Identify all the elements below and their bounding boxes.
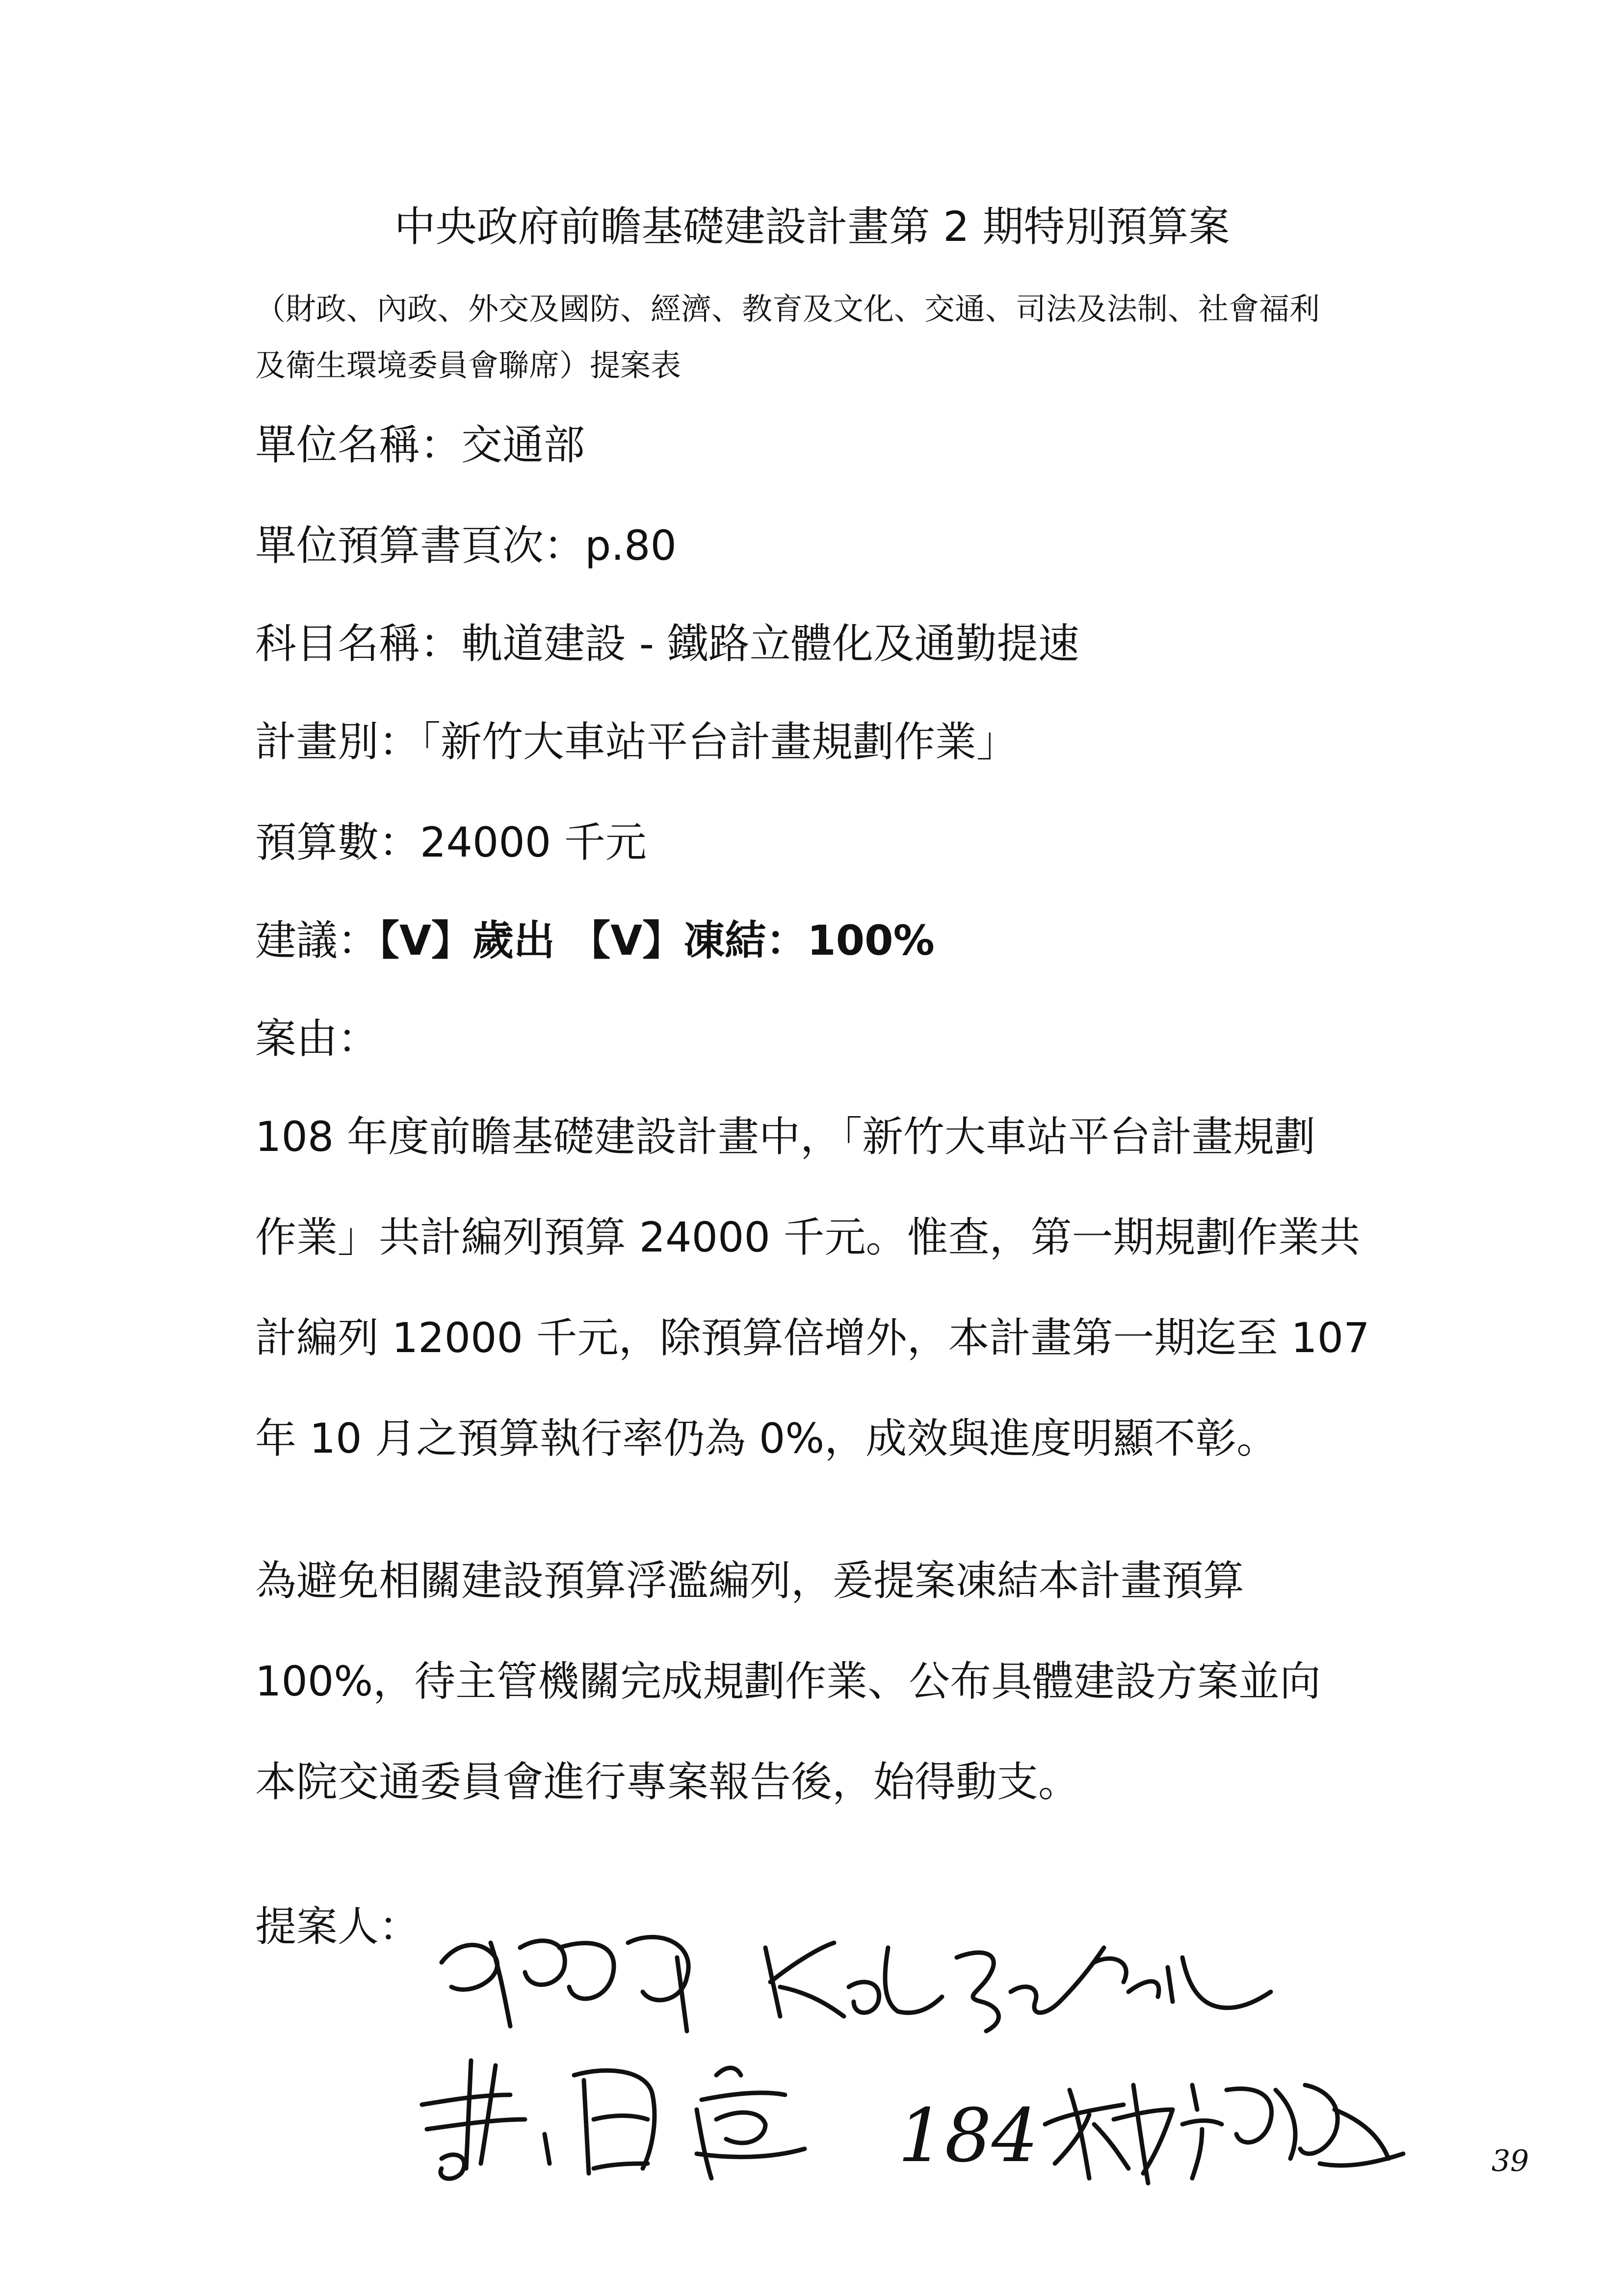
plan-name: 計畫別：「新竹大車站平台計畫規劃作業」	[255, 718, 1018, 766]
signature-1	[442, 1937, 688, 2031]
proposer-label: 提案人：	[255, 1903, 420, 1951]
budget-page: 單位預算書頁次：p.80	[255, 522, 677, 570]
committee-line-2: 及衛生環境委員會聯席）提案表	[255, 347, 681, 383]
reason-line: 108 年度前瞻基礎建設計畫中，「新竹大車站平台計畫規劃	[255, 1113, 1316, 1161]
reason-line: 為避免相關建設預算浮濫編列，爰提案凍結本計畫預算	[255, 1557, 1245, 1605]
suggestion-value: 【V】歲出 【V】凍結：100%	[379, 916, 935, 965]
signature-number: 184	[898, 2093, 1039, 2179]
subject-name: 科目名稱：軌道建設 - 鐵路立體化及通勤提速	[255, 620, 1079, 668]
reason-line: 計編列 12000 千元，除預算倍增外，本計畫第一期迄至 107	[255, 1314, 1370, 1362]
reason-line: 本院交通委員會進行專案報告後，始得動支。	[255, 1758, 1080, 1806]
signature-2	[765, 1943, 1271, 2031]
signature-5	[1045, 2085, 1403, 2183]
unit-name: 單位名稱：交通部	[255, 421, 585, 469]
page-number: 39	[1492, 2144, 1529, 2178]
signature-3	[422, 2061, 655, 2179]
reason-line: 作業」共計編列預算 24000 千元。惟查，第一期規劃作業共	[255, 1213, 1361, 1261]
reason-line: 年 10 月之預算執行率仍為 0%，成效與進度明顯不彰。	[255, 1414, 1278, 1462]
budget-amount: 預算數：24000 千元	[255, 818, 647, 866]
reason-label: 案由：	[255, 1015, 379, 1063]
committee-line-1: （財政、內政、外交及國防、經濟、教育及文化、交通、司法及法制、社會福利	[255, 291, 1320, 327]
signature-4	[697, 2068, 805, 2178]
suggestion-label: 建議：	[255, 916, 379, 965]
reason-line: 100%，待主管機關完成規劃作業、公布具體建設方案並向	[255, 1657, 1321, 1705]
document-title: 中央政府前瞻基礎建設計畫第 2 期特別預算案	[394, 203, 1230, 251]
